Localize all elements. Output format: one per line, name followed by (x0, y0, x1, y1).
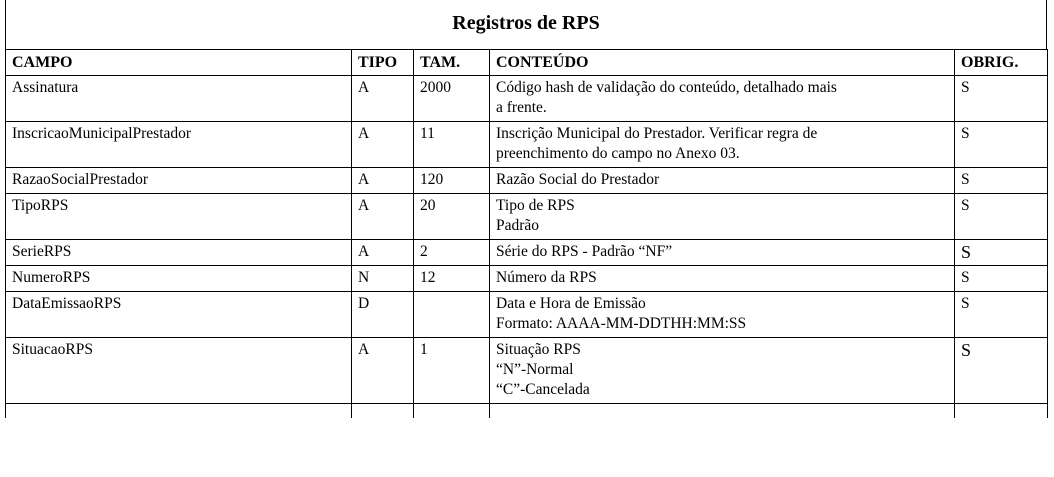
table-title-bar (5, 0, 1047, 50)
cell-obrig: S (955, 122, 1048, 168)
cell-campo: InscricaoMunicipalPrestador (6, 122, 352, 168)
empty-cell (490, 404, 955, 419)
cell-conteudo (490, 194, 955, 240)
cell-tam: 20 (414, 194, 490, 240)
cell-campo: NumeroRPS (6, 266, 352, 292)
cell-conteudo (490, 76, 955, 122)
conteudo-line: Formato: AAAA-MM-DDTHH:MM:SS (496, 315, 747, 332)
cell-conteudo (490, 266, 955, 292)
table-body (6, 76, 1048, 419)
cell-tipo: A (352, 168, 414, 194)
cell-campo: TipoRPS (6, 194, 352, 240)
table-row (6, 338, 1048, 404)
cell-tipo: A (352, 194, 414, 240)
table-row (6, 168, 1048, 194)
cell-campo: SituacaoRPS (6, 338, 352, 404)
cell-tam (414, 292, 490, 338)
cell-tipo: N (352, 266, 414, 292)
cell-tipo: A (352, 76, 414, 122)
header-row (6, 50, 1048, 76)
cell-tam: 11 (414, 122, 490, 168)
cell-obrig: S (955, 292, 1048, 338)
cell-tipo: A (352, 338, 414, 404)
header-obrig: OBRIG. (955, 50, 1048, 76)
table-row (6, 122, 1048, 168)
table-title: Registros de RPS (452, 12, 600, 34)
cell-tam: 2000 (414, 76, 490, 122)
conteudo-line: preenchimento do campo no Anexo 03. (496, 145, 740, 162)
cell-tam: 12 (414, 266, 490, 292)
conteudo-line: Razão Social do Prestador (496, 171, 660, 188)
empty-cell (955, 404, 1048, 419)
cell-conteudo (490, 168, 955, 194)
cell-obrig: S (955, 194, 1048, 240)
cell-conteudo (490, 122, 955, 168)
cell-tipo: A (352, 240, 414, 266)
conteudo-line: a frente. (496, 99, 547, 116)
cell-campo: RazaoSocialPrestador (6, 168, 352, 194)
cell-campo: SerieRPS (6, 240, 352, 266)
conteudo-line: Inscrição Municipal do Prestador. Verificar regra de (496, 125, 818, 142)
table-row (6, 292, 1048, 338)
conteudo-line: Tipo de RPS (496, 197, 575, 214)
cell-obrig: S (955, 76, 1048, 122)
header-tipo: TIPO (352, 50, 414, 76)
cell-tam: 120 (414, 168, 490, 194)
empty-cell (6, 404, 352, 419)
rps-fields-table (5, 49, 1048, 418)
empty-cell (414, 404, 490, 419)
conteudo-line: Número da RPS (496, 269, 597, 286)
header-tam: TAM. (414, 50, 490, 76)
table-row (6, 194, 1048, 240)
cell-tipo: D (352, 292, 414, 338)
header-conteudo: CONTEÚDO (490, 50, 955, 76)
header-campo: CAMPO (6, 50, 352, 76)
table-row (6, 76, 1048, 122)
cell-tipo: A (352, 122, 414, 168)
conteudo-line: Situação RPS (496, 341, 581, 358)
empty-cell (352, 404, 414, 419)
cell-tam: 1 (414, 338, 490, 404)
conteudo-line: Série do RPS - Padrão “NF” (496, 243, 673, 260)
conteudo-line: Data e Hora de Emissão (496, 295, 646, 312)
cell-conteudo (490, 240, 955, 266)
cell-obrig: S (955, 240, 1048, 266)
cell-obrig: S (955, 168, 1048, 194)
cell-obrig: S (955, 266, 1048, 292)
table-row (6, 240, 1048, 266)
cell-campo: Assinatura (6, 76, 352, 122)
cell-conteudo (490, 338, 955, 404)
cell-conteudo (490, 292, 955, 338)
conteudo-line: “N”-Normal (496, 361, 574, 378)
table-row-continuation (6, 404, 1048, 419)
cell-obrig: S (955, 338, 1048, 404)
cell-tam: 2 (414, 240, 490, 266)
cell-campo: DataEmissaoRPS (6, 292, 352, 338)
conteudo-line: “C”-Cancelada (496, 381, 590, 398)
table-row (6, 266, 1048, 292)
conteudo-line: Código hash de validação do conteúdo, detalhado mais (496, 79, 837, 96)
conteudo-line: Padrão (496, 217, 540, 234)
